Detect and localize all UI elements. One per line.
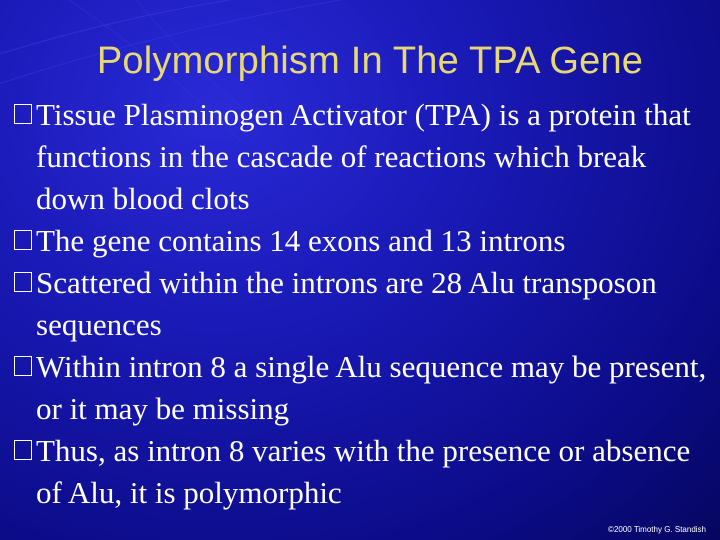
hollow-square-bullet-icon [14, 356, 32, 376]
bullet-item [12, 346, 712, 430]
copyright-footer: ©2000 Timothy G. Standish [608, 525, 706, 534]
bullet-item [12, 430, 712, 514]
hollow-square-bullet-icon [14, 104, 32, 124]
bullet-text: Tissue Plasminogen Activator (TPA) is a protein that functions in the cascade of reactions which break down blood clots [36, 97, 691, 216]
slide-title: Polymorphism In The TPA Gene [96, 40, 644, 82]
hollow-square-bullet-icon [14, 272, 32, 292]
bullet-item [12, 262, 712, 346]
hollow-square-bullet-icon [14, 230, 32, 250]
bullet-text: Within intron 8 a single Alu sequence may be present, or it may be missing [36, 349, 707, 426]
bullet-item [12, 220, 712, 262]
hollow-square-bullet-icon [14, 440, 32, 460]
bullet-text: Scattered within the introns are 28 Alu transposon sequences [36, 265, 657, 342]
bullet-text: Thus, as intron 8 varies with the presence or absence of Alu, it is polymorphic [36, 433, 691, 510]
bullet-text: The gene contains 14 exons and 13 introns [36, 223, 566, 258]
bullet-item [12, 94, 712, 220]
bullet-list [12, 94, 712, 514]
